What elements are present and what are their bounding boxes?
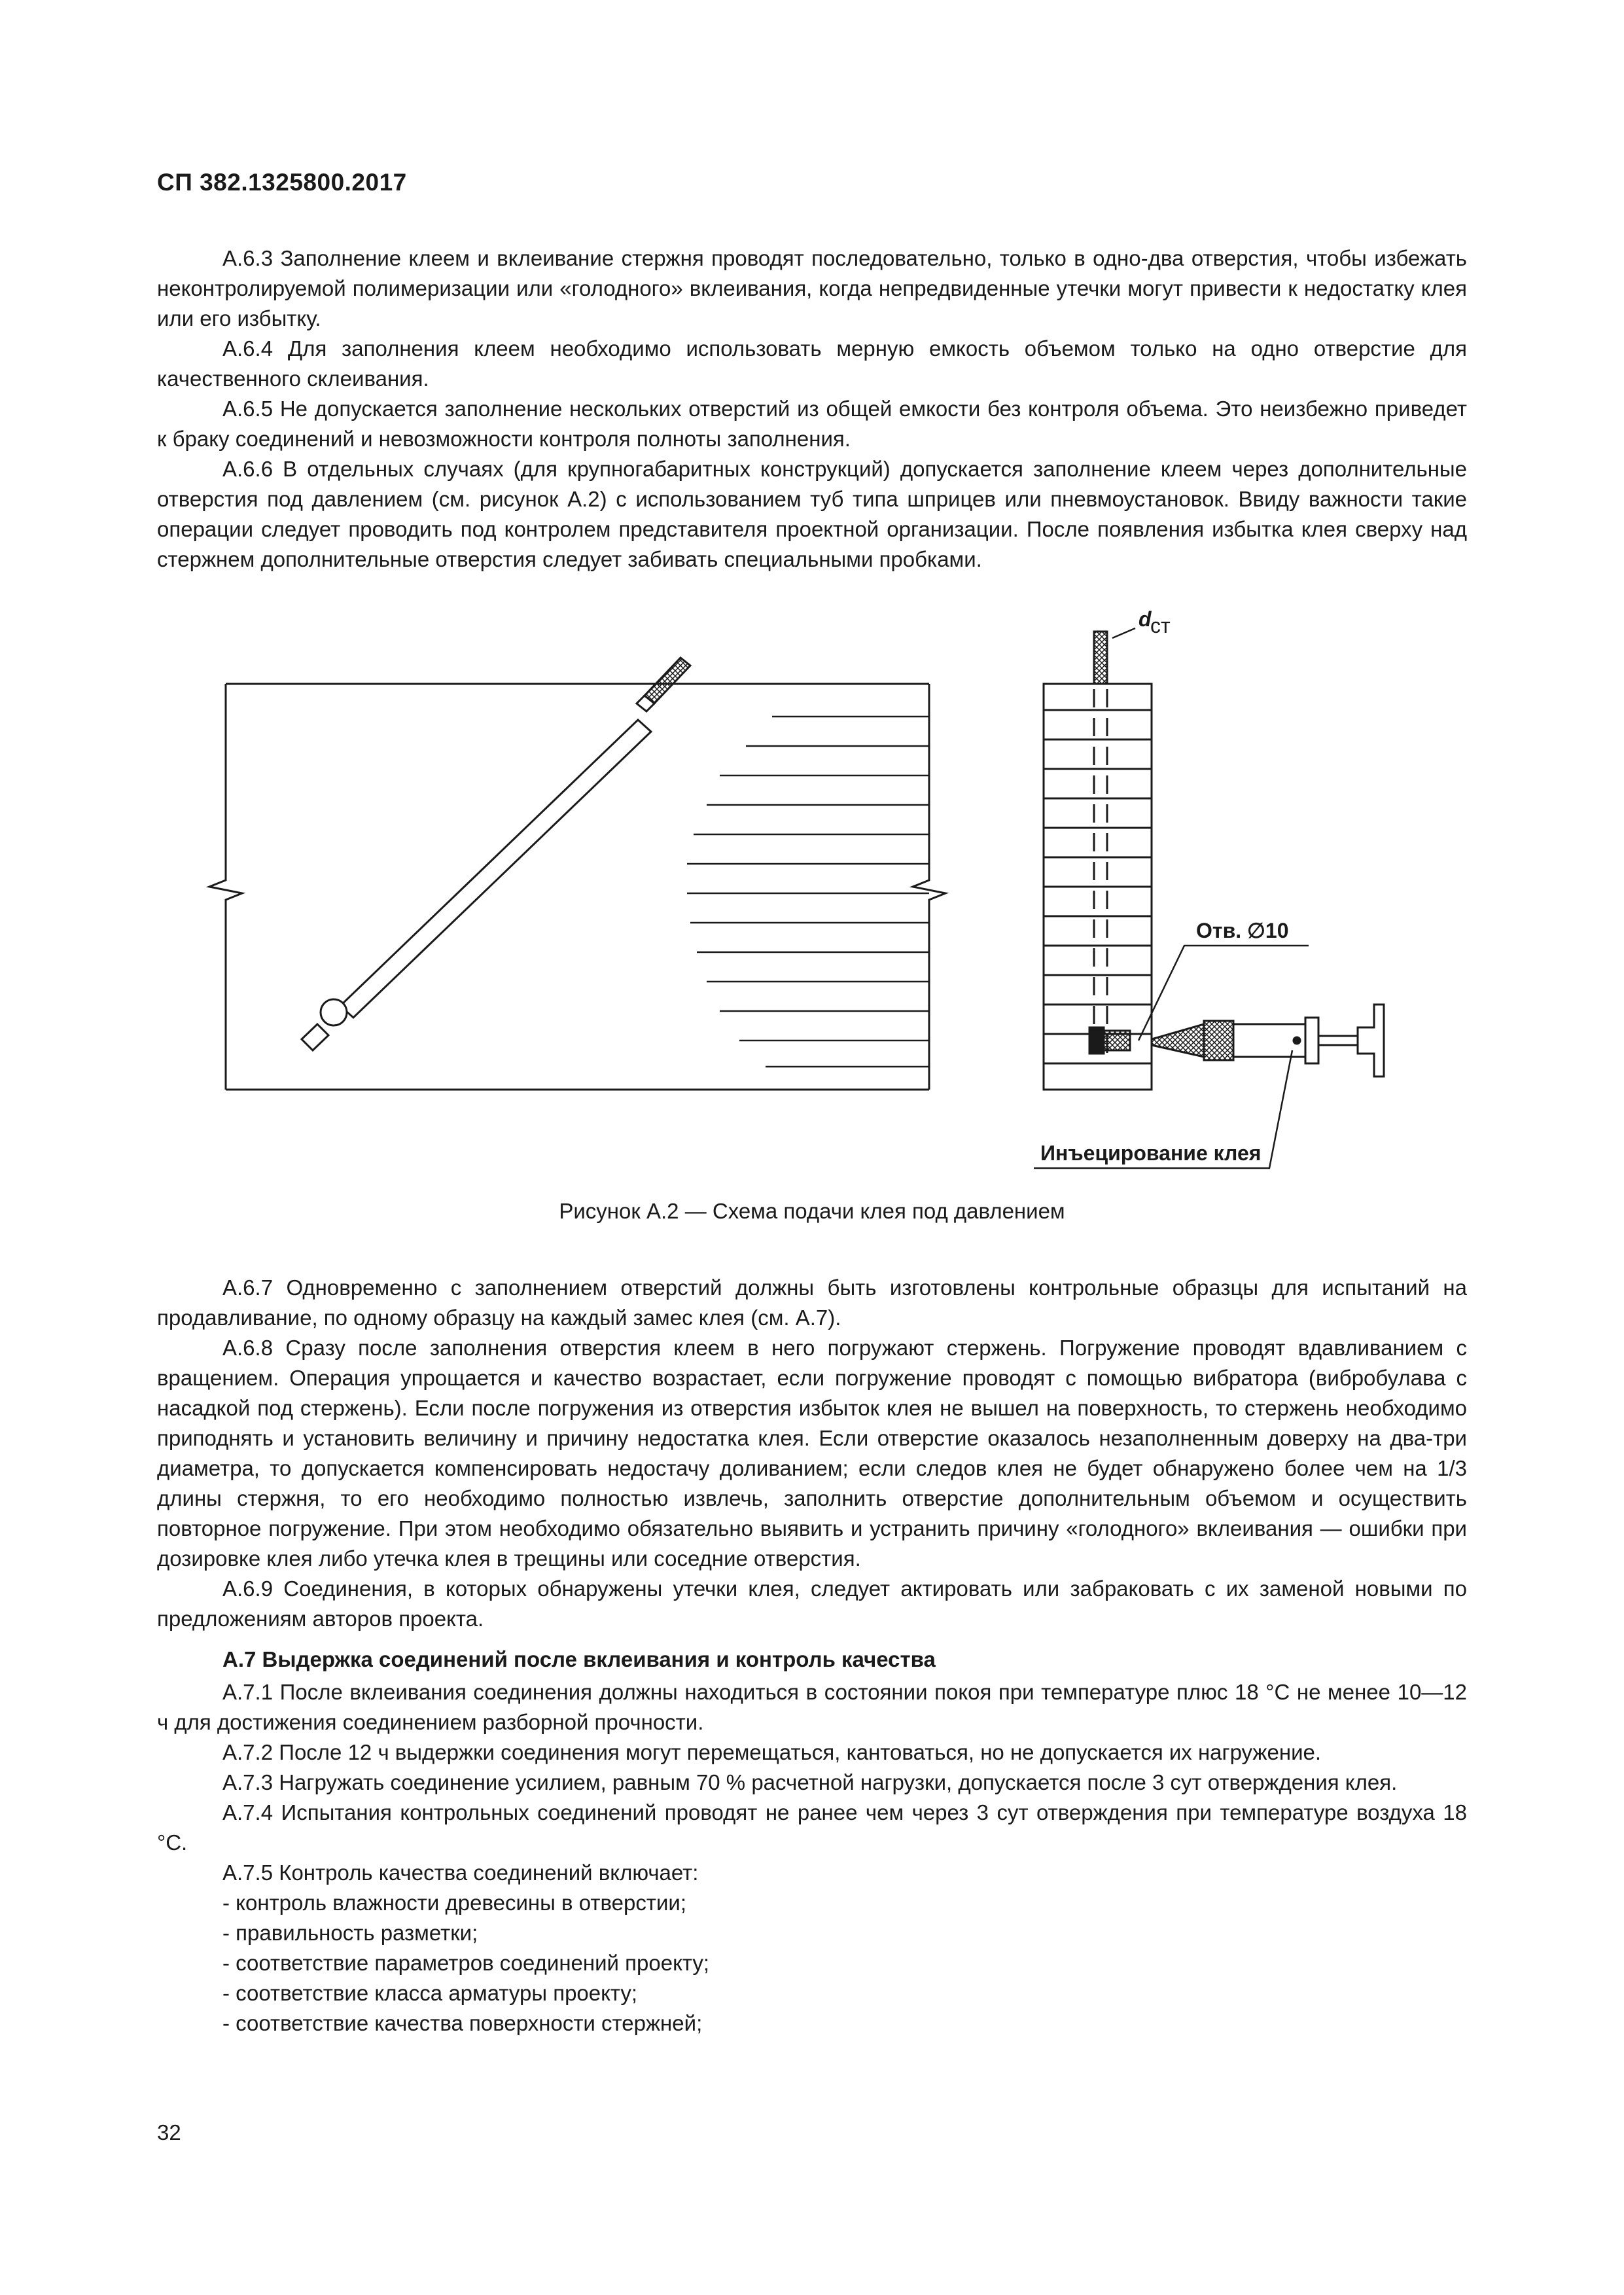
rod-end-nut xyxy=(321,999,347,1025)
rod-hole-outline xyxy=(340,720,651,1018)
label-d-subscript: ст xyxy=(1150,614,1171,637)
paragraph-a6-8: А.6.8 Сразу после заполнения отверстия клеем в него погружают стержень. Погружение проводят вдавливанием с вращением. Операция упрощается и качество возрастает, если погружение проводят с помощью вибратора (вибробулава с насадкой под стержень). Если после погружения из отверстия избыток клея не вышел на поверхность, то стержень необходимо приподнять и установить величину и причину недостатка клея. Если отверстие оказалось незаполненным доверху на два-три диаметра, то допускается компенсировать недостачу доливанием; если следов клея не будет обнаружено более чем на 1/3 длины стержня, то его необходимо полностью извлечь, заполнить отверстие дополнительным объемом и осуществить повторное погружение. При этом необходимо обязательно выявить и устранить причину «голодного» вклеивания — ошибки при дозировке клея либо утечка клея в трещины или соседние отверстия. xyxy=(157,1336,1467,1571)
list-item: - соответствие класса арматуры проекту; xyxy=(222,1981,638,2005)
figure-caption: Рисунок А.2 — Схема подачи клея под давлением xyxy=(559,1199,1065,1223)
beam-break-line-left xyxy=(209,684,242,1090)
label-hole-diameter: Отв. ∅10 xyxy=(1196,919,1289,942)
syringe-collar xyxy=(1204,1021,1233,1060)
list-item: - контроль влажности древесины в отверстии; xyxy=(222,1891,686,1915)
section-heading-a7: А.7 Выдержка соединений после вклеивания и контроль качества xyxy=(222,1647,936,1671)
inclined-rod xyxy=(302,658,690,1050)
paragraph-a6-3: А.6.3 Заполнение клеем и вклеивание стержня проводят последовательно, только в одно-два отверстия, чтобы избежать неконтролируемой полимеризации или «голодного» вклеивания, когда непредвиденные утечки могут привести к недостатку клея или его избытку. xyxy=(157,246,1467,330)
injection-nozzle-in-hole xyxy=(1104,1031,1130,1050)
beam-break-line-right xyxy=(913,684,945,1090)
figure-a2-drawing xyxy=(157,592,1467,1181)
syringe-handle xyxy=(1358,1005,1384,1076)
syringe-flange xyxy=(1305,1018,1318,1063)
syringe-tip xyxy=(1152,1024,1204,1057)
rod-end-plug xyxy=(302,1024,328,1050)
glue-fill-bottom xyxy=(1089,1027,1104,1054)
list-item: - соответствие параметров соединений проекту; xyxy=(222,1951,710,1975)
text-section-a6 xyxy=(157,243,1467,575)
rod-top-threaded xyxy=(1094,632,1107,684)
paragraph-a7-2: А.7.2 После 12 ч выдержки соединения могут перемещаться, кантоваться, но не допускается их нагружение. xyxy=(222,1740,1322,1764)
glue-pressure-diagram xyxy=(687,717,929,1067)
page-number: 32 xyxy=(157,2120,181,2144)
paragraph-a6-4: А.6.4 Для заполнения клеем необходимо использовать мерную емкость объемом только на одно отверстие для качественного склеивания. xyxy=(157,336,1467,391)
list-item: - правильность разметки; xyxy=(222,1921,478,1945)
paragraph-a7-5: А.7.5 Контроль качества соединений включает: xyxy=(222,1860,699,1885)
paragraph-a6-6: А.6.6 В отдельных случаях (для крупногабаритных конструкций) допускается заполнение клеем через дополнительные отверстия под давлением (см. рисунок А.2) с использованием туб типа шприцев или пневмоустановок. Ввиду важности такие операции следует проводить под контролем представителя проектной организации. После появления избытка клея сверху над стержнем дополнительные отверстия следует забивать специальными пробками. xyxy=(157,457,1467,571)
paragraph-a6-7: А.6.7 Одновременно с заполнением отверстий должны быть изготовлены контрольные образцы для испытаний на продавливание, по одному образцу на каждый замес клея (см. А.7). xyxy=(157,1275,1467,1330)
syringe-plunger xyxy=(1318,1036,1358,1045)
rod-threaded-top xyxy=(644,658,690,703)
text-section-a6-a7 xyxy=(157,1273,1467,2038)
paragraph-a7-4: А.7.4 Испытания контрольных соединений проводят не ранее чем через 3 сут отверждения при температуре воздуха 18 °С. xyxy=(157,1800,1467,1855)
figure-a2 xyxy=(157,592,1467,1181)
injection-syringe xyxy=(1152,1005,1384,1076)
paragraph-a7-3: А.7.3 Нагружать соединение усилием, равным 70 % расчетной нагрузки, допускается после 3 сут отверждения клея. xyxy=(222,1770,1398,1794)
document-code-header: СП 382.1325800.2017 xyxy=(157,169,407,196)
paragraph-a6-5: А.6.5 Не допускается заполнение нескольких отверстий из общей емкости без контроля объема. Это неизбежно приведет к браку соединений и невозможности контроля полноты заполнения. xyxy=(157,397,1467,451)
paragraph-a6-9: А.6.9 Соединения, в которых обнаружены утечки клея, следует актировать или забраковать с их заменой новыми по предложениям авторов проекта. xyxy=(157,1576,1467,1631)
label-glue-injection: Инъецирование клея xyxy=(1040,1141,1262,1165)
list-item: - соответствие качества поверхности стержней; xyxy=(222,2011,703,2035)
cross-section-view xyxy=(1044,632,1152,1090)
paragraph-a7-1: А.7.1 После вклеивания соединения должны находиться в состоянии покоя при температуре плюс 18 °С не менее 10—12 ч для достижения соединением разборной прочности. xyxy=(157,1680,1467,1734)
label-d: d xyxy=(1139,607,1152,631)
